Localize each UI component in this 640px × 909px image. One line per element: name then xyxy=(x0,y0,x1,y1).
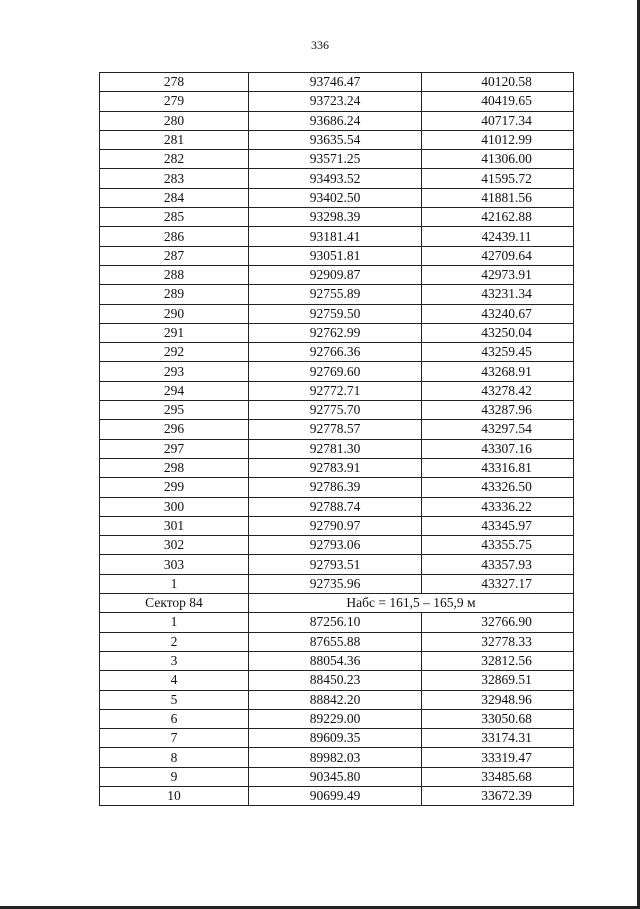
x-coordinate-cell: 87256.10 xyxy=(249,613,422,632)
point-number-cell: 282 xyxy=(100,150,249,169)
x-coordinate-cell: 93635.54 xyxy=(249,130,422,149)
x-coordinate-cell: 92909.87 xyxy=(249,265,422,284)
x-coordinate-cell: 90345.80 xyxy=(249,767,422,786)
point-number-cell: 7 xyxy=(100,729,249,748)
x-coordinate-cell: 87655.88 xyxy=(249,632,422,651)
y-coordinate-cell: 32812.56 xyxy=(422,651,574,670)
y-coordinate-cell: 32778.33 xyxy=(422,632,574,651)
point-number-cell: 8 xyxy=(100,748,249,767)
x-coordinate-cell: 93686.24 xyxy=(249,111,422,130)
y-coordinate-cell: 41306.00 xyxy=(422,150,574,169)
x-coordinate-cell: 92786.39 xyxy=(249,478,422,497)
y-coordinate-cell: 33319.47 xyxy=(422,748,574,767)
table-row xyxy=(100,555,574,574)
x-coordinate-cell: 90699.49 xyxy=(249,786,422,805)
x-coordinate-cell: 92759.50 xyxy=(249,304,422,323)
x-coordinate-cell: 92772.71 xyxy=(249,381,422,400)
y-coordinate-cell: 43326.50 xyxy=(422,478,574,497)
table-row xyxy=(100,632,574,651)
y-coordinate-cell: 32948.96 xyxy=(422,690,574,709)
table-row xyxy=(100,497,574,516)
y-coordinate-cell: 32869.51 xyxy=(422,671,574,690)
table-row xyxy=(100,381,574,400)
table-row xyxy=(100,150,574,169)
x-coordinate-cell: 92735.96 xyxy=(249,574,422,593)
point-number-cell: 302 xyxy=(100,536,249,555)
table-row xyxy=(100,516,574,535)
table-row xyxy=(100,748,574,767)
y-coordinate-cell: 43327.17 xyxy=(422,574,574,593)
x-coordinate-cell: 92778.57 xyxy=(249,420,422,439)
point-number-cell: 292 xyxy=(100,343,249,362)
x-coordinate-cell: 93571.25 xyxy=(249,150,422,169)
point-number-cell: 2 xyxy=(100,632,249,651)
x-coordinate-cell: 92793.51 xyxy=(249,555,422,574)
y-coordinate-cell: 33485.68 xyxy=(422,767,574,786)
sector-height-info: Набс = 161,5 – 165,9 м xyxy=(249,594,574,613)
y-coordinate-cell: 32766.90 xyxy=(422,613,574,632)
point-number-cell: 283 xyxy=(100,169,249,188)
table-row xyxy=(100,709,574,728)
table-row xyxy=(100,401,574,420)
x-coordinate-cell: 92766.36 xyxy=(249,343,422,362)
table-row xyxy=(100,227,574,246)
table-row xyxy=(100,439,574,458)
table-row xyxy=(100,362,574,381)
y-coordinate-cell: 40120.58 xyxy=(422,73,574,92)
point-number-cell: 4 xyxy=(100,671,249,690)
point-number-cell: 10 xyxy=(100,786,249,805)
y-coordinate-cell: 41595.72 xyxy=(422,169,574,188)
y-coordinate-cell: 33050.68 xyxy=(422,709,574,728)
x-coordinate-cell: 88054.36 xyxy=(249,651,422,670)
y-coordinate-cell: 41881.56 xyxy=(422,188,574,207)
table-row xyxy=(100,343,574,362)
y-coordinate-cell: 43268.91 xyxy=(422,362,574,381)
y-coordinate-cell: 42439.11 xyxy=(422,227,574,246)
point-number-cell: 297 xyxy=(100,439,249,458)
table-row xyxy=(100,285,574,304)
point-number-cell: 298 xyxy=(100,458,249,477)
x-coordinate-cell: 93298.39 xyxy=(249,208,422,227)
table-row xyxy=(100,613,574,632)
x-coordinate-cell: 93723.24 xyxy=(249,92,422,111)
y-coordinate-cell: 43297.54 xyxy=(422,420,574,439)
point-number-cell: 278 xyxy=(100,73,249,92)
y-coordinate-cell: 42973.91 xyxy=(422,265,574,284)
point-number-cell: 289 xyxy=(100,285,249,304)
x-coordinate-cell: 92762.99 xyxy=(249,323,422,342)
x-coordinate-cell: 93493.52 xyxy=(249,169,422,188)
x-coordinate-cell: 92790.97 xyxy=(249,516,422,535)
point-number-cell: 294 xyxy=(100,381,249,400)
point-number-cell: 280 xyxy=(100,111,249,130)
x-coordinate-cell: 92755.89 xyxy=(249,285,422,304)
point-number-cell: 295 xyxy=(100,401,249,420)
x-coordinate-cell: 93051.81 xyxy=(249,246,422,265)
point-number-cell: 286 xyxy=(100,227,249,246)
point-number-cell: 301 xyxy=(100,516,249,535)
table-row xyxy=(100,478,574,497)
point-number-cell: 6 xyxy=(100,709,249,728)
x-coordinate-cell: 92775.70 xyxy=(249,401,422,420)
x-coordinate-cell: 88842.20 xyxy=(249,690,422,709)
y-coordinate-cell: 43357.93 xyxy=(422,555,574,574)
y-coordinate-cell: 43250.04 xyxy=(422,323,574,342)
y-coordinate-cell: 40419.65 xyxy=(422,92,574,111)
y-coordinate-cell: 43345.97 xyxy=(422,516,574,535)
x-coordinate-cell: 92793.06 xyxy=(249,536,422,555)
point-number-cell: 299 xyxy=(100,478,249,497)
table-row xyxy=(100,536,574,555)
point-number-cell: 3 xyxy=(100,651,249,670)
point-number-cell: 287 xyxy=(100,246,249,265)
x-coordinate-cell: 93402.50 xyxy=(249,188,422,207)
table-row xyxy=(100,73,574,92)
table-row xyxy=(100,304,574,323)
table-row xyxy=(100,574,574,593)
table-row xyxy=(100,323,574,342)
point-number-cell: 285 xyxy=(100,208,249,227)
table-row xyxy=(100,671,574,690)
y-coordinate-cell: 42162.88 xyxy=(422,208,574,227)
x-coordinate-cell: 92783.91 xyxy=(249,458,422,477)
y-coordinate-cell: 43231.34 xyxy=(422,285,574,304)
y-coordinate-cell: 41012.99 xyxy=(422,130,574,149)
x-coordinate-cell: 92781.30 xyxy=(249,439,422,458)
table-row xyxy=(100,92,574,111)
table-row xyxy=(100,786,574,805)
x-coordinate-cell: 93181.41 xyxy=(249,227,422,246)
table-row xyxy=(100,458,574,477)
y-coordinate-cell: 33672.39 xyxy=(422,786,574,805)
table-row xyxy=(100,767,574,786)
x-coordinate-cell: 92769.60 xyxy=(249,362,422,381)
x-coordinate-cell: 92788.74 xyxy=(249,497,422,516)
y-coordinate-cell: 43259.45 xyxy=(422,343,574,362)
table-row xyxy=(100,246,574,265)
y-coordinate-cell: 40717.34 xyxy=(422,111,574,130)
table-row xyxy=(100,690,574,709)
point-number-cell: 296 xyxy=(100,420,249,439)
point-number-cell: 279 xyxy=(100,92,249,111)
sector-header-row xyxy=(100,594,574,613)
table-row xyxy=(100,130,574,149)
x-coordinate-cell: 89229.00 xyxy=(249,709,422,728)
y-coordinate-cell: 43355.75 xyxy=(422,536,574,555)
point-number-cell: 300 xyxy=(100,497,249,516)
y-coordinate-cell: 43336.22 xyxy=(422,497,574,516)
table-row xyxy=(100,188,574,207)
point-number-cell: 293 xyxy=(100,362,249,381)
y-coordinate-cell: 33174.31 xyxy=(422,729,574,748)
x-coordinate-cell: 88450.23 xyxy=(249,671,422,690)
point-number-cell: 1 xyxy=(100,574,249,593)
point-number-cell: 1 xyxy=(100,613,249,632)
table-row xyxy=(100,111,574,130)
y-coordinate-cell: 43316.81 xyxy=(422,458,574,477)
table-row xyxy=(100,729,574,748)
point-number-cell: 5 xyxy=(100,690,249,709)
y-coordinate-cell: 43287.96 xyxy=(422,401,574,420)
point-number-cell: 290 xyxy=(100,304,249,323)
y-coordinate-cell: 43307.16 xyxy=(422,439,574,458)
point-number-cell: 281 xyxy=(100,130,249,149)
sector-label: Сектор 84 xyxy=(100,594,249,613)
y-coordinate-cell: 43278.42 xyxy=(422,381,574,400)
point-number-cell: 284 xyxy=(100,188,249,207)
table-row xyxy=(100,651,574,670)
table-row xyxy=(100,265,574,284)
x-coordinate-cell: 93746.47 xyxy=(249,73,422,92)
point-number-cell: 288 xyxy=(100,265,249,284)
x-coordinate-cell: 89609.35 xyxy=(249,729,422,748)
page-number: 336 xyxy=(311,38,329,52)
coordinates-table xyxy=(99,72,574,806)
table-row xyxy=(100,420,574,439)
point-number-cell: 9 xyxy=(100,767,249,786)
y-coordinate-cell: 42709.64 xyxy=(422,246,574,265)
x-coordinate-cell: 89982.03 xyxy=(249,748,422,767)
table-row xyxy=(100,208,574,227)
y-coordinate-cell: 43240.67 xyxy=(422,304,574,323)
point-number-cell: 303 xyxy=(100,555,249,574)
point-number-cell: 291 xyxy=(100,323,249,342)
table-row xyxy=(100,169,574,188)
